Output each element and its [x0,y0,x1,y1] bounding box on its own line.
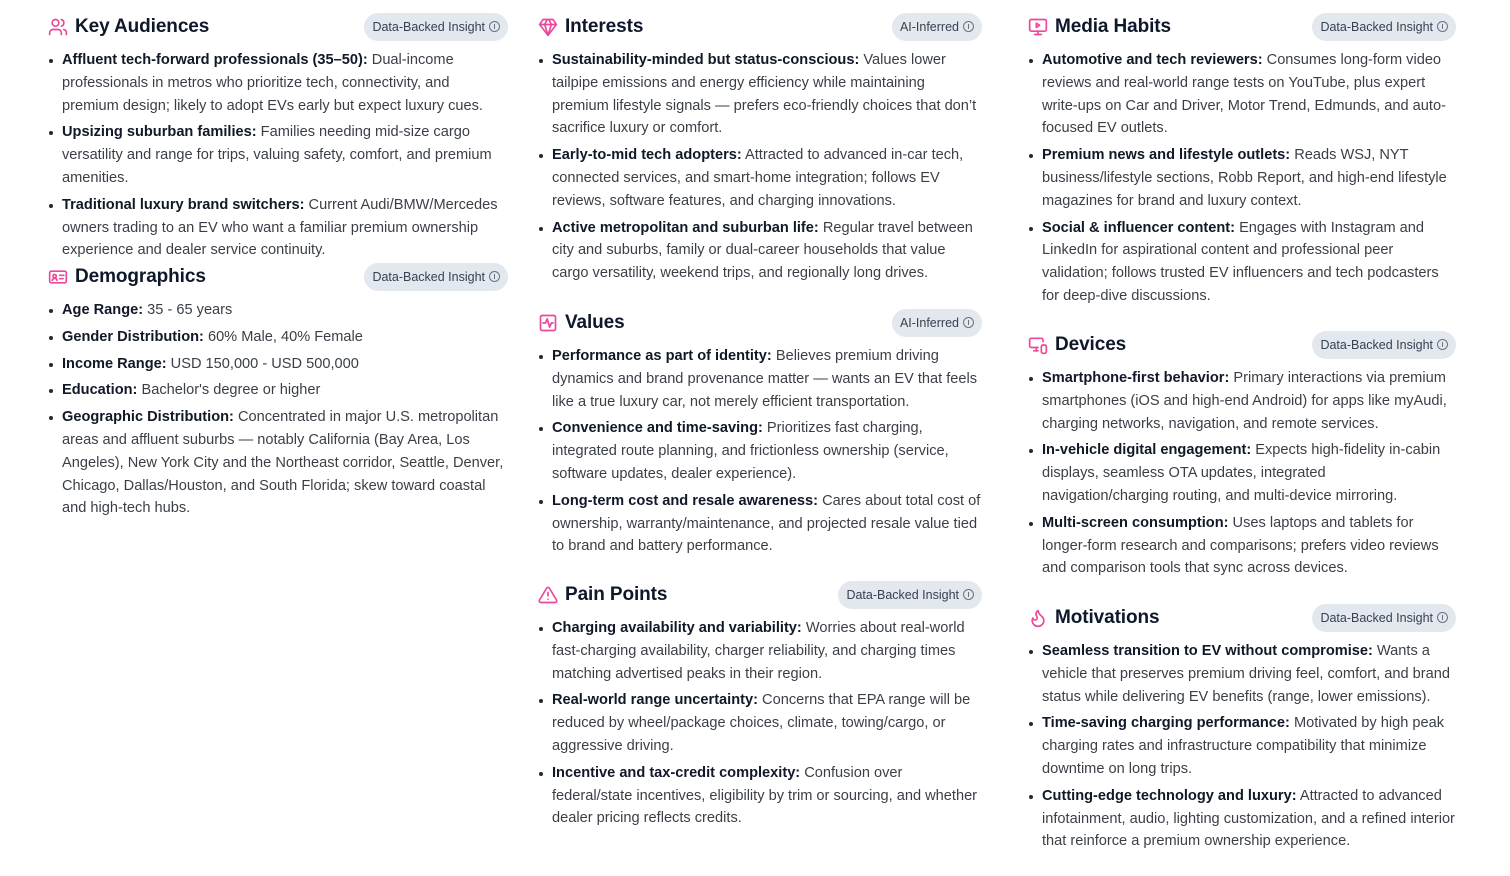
users-icon [48,17,68,37]
bullet-list [1028,49,1456,312]
section-title: Key Audiences [75,16,210,37]
item-label: Social & influencer content: [1042,219,1235,236]
badge-label: AI-Inferred [899,316,959,330]
badge-label: Data-Backed Insight [1320,20,1433,34]
item-text: Values lower tailpipe emissions and energy efficiency while maintaining premium lifestyle signals — prefers eco-friendly choices that don’t sacrifice luxury or comfort. [552,52,977,137]
item-text: Regular travel between city and suburbs, family or dual-career households that value cargo versatility, weekend trips, and regionally long drives. [552,219,973,282]
item-label: Upsizing suburban families: [62,124,257,141]
bullet-list [48,299,508,524]
section-title: Demographics [75,266,206,287]
list-item [1028,49,1456,140]
list-item [1028,640,1456,708]
insight-badge[interactable] [1312,331,1456,359]
item-label: Time-saving charging performance: [1042,715,1290,732]
item-label: Geographic Distribution: [62,409,234,426]
info-icon [1437,612,1448,623]
item-label: Performance as part of identity: [552,348,772,364]
item-text: Families needing mid-size cargo versatility and range for trips, valuing safety, comfort, and premium amenities. [62,124,492,186]
item-text: Believes premium driving dynamics and brand provenance matter — wants an EV that feels like a true luxury car, not merely efficient transportation. [552,348,978,410]
bullet-list [538,345,982,562]
item-label: In-vehicle digital engagement: [1042,442,1252,459]
item-text: Concentrated in major U.S. metropolitan areas and affluent suburbs — notably California (Bay Area, Los Angeles), New York City and the Northeast corridor, Seattle, Denver, Chicago, Dallas/Houston, and South Florida; skew toward coastal and high-tech hubs. [62,409,504,517]
item-text: Reads WSJ, NYT business/lifestyle sections, Robb Report, and high-end lifestyle magazines for brand and luxury context. [1042,147,1447,209]
section-header [538,13,982,43]
item-text: Dual-income professionals in metros who prioritize tech, connectivity, and premium design; likely to adopt EVs early but expect luxury cues. [62,52,483,114]
item-label: Traditional luxury brand switchers: [62,196,305,213]
item-text: Uses laptops and tablets for longer-form research and comparisons; prefers video reviews and comparison tools that sync across devices. [1042,514,1439,577]
list-item [48,299,508,322]
devices-icon [1028,335,1048,355]
insight-badge[interactable] [892,309,982,337]
info-icon [963,317,974,328]
item-label: Seamless transition to EV without compromise: [1042,643,1373,659]
id-card-icon [48,267,68,287]
list-item [538,490,982,558]
info-icon [489,21,500,32]
section-title: Devices [1055,334,1127,355]
section-title: Interests [565,16,644,37]
list-item [1028,217,1456,308]
item-label: Charging availability and variability: [552,620,802,636]
list-item [48,326,508,349]
item-label: Gender Distribution: [62,328,204,345]
item-label: Early-to-mid tech adopters: [552,147,742,164]
list-item [538,762,982,830]
item-text: Bachelor's degree or higher [141,382,321,399]
item-label: Multi-screen consumption: [1042,514,1229,531]
item-label: Long-term cost and resale awareness: [552,492,819,509]
item-label: Affluent tech-forward professionals (35–50): [62,52,368,68]
item-label: Real-world range uncertainty: [552,692,758,709]
item-text: 35 - 65 years [147,302,233,318]
item-text: Prioritizes fast charging, integrated route planning, and frictionless ownership (service, software updates, dealer experience). [552,420,949,482]
item-label: Premium news and lifestyle outlets: [1042,147,1291,164]
item-text: Motivated by high peak charging rates and infrastructure compatibility that minimize downtime on long trips. [1042,715,1445,777]
section-values [538,309,982,555]
section-demographics [48,263,508,517]
list-item [1028,785,1456,853]
list-item [538,345,982,413]
item-text: Engages with Instagram and LinkedIn for aspirational content and professional peer validation; follows trusted EV influencers and tech podcasters for deep-dive discussions. [1042,219,1439,304]
list-item [1028,367,1456,435]
item-label: Active metropolitan and suburban life: [552,219,819,236]
insight-badge[interactable] [892,13,982,41]
section-motivations [1028,604,1456,850]
item-text: Attracted to advanced infotainment, audio, lighting customization, and a refined interior that reinforce a premium ownership experience. [1042,787,1455,850]
item-label: Automotive and tech reviewers: [1042,52,1263,68]
list-item [1028,439,1456,507]
warning-icon [538,585,558,605]
insight-badge[interactable] [838,581,982,609]
section-header [1028,13,1456,43]
section-header [48,263,508,293]
list-item [1028,712,1456,780]
item-label: Convenience and time-saving: [552,420,763,437]
item-text: USD 150,000 - USD 500,000 [170,355,359,372]
video-icon [1028,17,1048,37]
list-item [48,353,508,376]
item-text: Confusion over federal/state incentives, eligibility by trim or sourcing, and whether dealer pricing reflects credits. [552,764,978,827]
section-title: Motivations [1055,607,1160,628]
item-label: Cutting-edge technology and luxury: [1042,787,1297,804]
insight-badge[interactable] [1312,604,1456,632]
section-header [538,309,982,339]
insight-badge[interactable] [364,13,508,41]
item-label: Age Range: [62,302,144,318]
info-icon [1437,339,1448,350]
section-media-habits [1028,13,1456,304]
item-text: Wants a vehicle that preserves premium driving feel, comfort, and brand status while delivering EV benefits (range, lower emissions). [1042,643,1451,705]
list-item [1028,512,1456,580]
section-header [538,581,982,611]
list-item [538,217,982,285]
gem-icon [538,17,558,37]
bullet-list [538,617,982,834]
badge-label: Data-Backed Insight [372,270,485,284]
item-label: Income Range: [62,355,167,372]
item-text: Concerns that EPA range will be reduced by wheel/package choices, climate, towing/cargo, or aggressive driving. [552,692,971,754]
badge-label: AI-Inferred [899,20,959,34]
info-icon [489,271,500,282]
flame-icon [1028,608,1048,628]
item-text: 60% Male, 40% Female [207,328,363,345]
section-title: Pain Points [565,584,668,605]
item-label: Sustainability-minded but status-conscious: [552,52,860,68]
badge-label: Data-Backed Insight [1320,611,1433,625]
list-item [48,49,508,117]
list-item [538,617,982,685]
list-item [48,406,508,520]
bullet-list [1028,640,1456,857]
item-text: Attracted to advanced in-car tech, connected services, and smart-home integration; follows EV reviews, software features, and charging innovations. [552,147,964,209]
badge-label: Data-Backed Insight [1320,338,1433,352]
section-title: Media Habits [1055,16,1171,37]
info-icon [1437,21,1448,32]
item-label: Smartphone-first behavior: [1042,370,1230,386]
item-label: Education: [62,382,138,399]
section-title: Values [565,312,625,333]
info-icon [963,21,974,32]
section-header [1028,604,1456,634]
list-item [538,49,982,140]
list-item [48,194,508,262]
section-devices [1028,331,1456,577]
section-header [48,13,508,43]
list-item [1028,144,1456,212]
badge-label: Data-Backed Insight [372,20,485,34]
item-text: Worries about real-world fast-charging availability, charger reliability, and charging times matching advertised peaks in their region. [552,620,965,682]
item-label: Incentive and tax-credit complexity: [552,764,801,781]
bullet-list [1028,367,1456,584]
section-key-audiences [48,13,508,259]
section-interests [538,13,982,282]
bullet-list [48,49,508,266]
section-header [1028,331,1456,361]
insight-badge[interactable] [1312,13,1456,41]
list-item [538,144,982,212]
list-item [48,121,508,189]
item-text: Expects high-fidelity in-cabin displays, seamless OTA updates, integrated navigation/charging routing, and multi-device mirroring. [1042,442,1441,504]
activity-icon [538,313,558,333]
info-icon [963,589,974,600]
item-text: Primary interactions via premium smartphones (iOS and high-end Android) for apps like myAudi, charging networks, navigation, and remote services. [1042,370,1447,432]
list-item [538,417,982,485]
item-text: Consumes long-form video reviews and real-world range tests on YouTube, plus expert write-ups on Car and Driver, Motor Trend, Edmunds, and auto-focused EV outlets. [1042,52,1446,137]
item-text: Cares about total cost of ownership, warranty/maintenance, and projected resale value tied to brand and battery performance. [552,492,981,555]
section-pain-points [538,581,982,827]
bullet-list [538,49,982,289]
badge-label: Data-Backed Insight [846,588,959,602]
list-item [48,379,508,402]
item-text: Current Audi/BMW/Mercedes owners trading to an EV who want a familiar premium ownership experience and dealer service continuity. [62,196,498,259]
list-item [538,689,982,757]
insight-badge[interactable] [364,263,508,291]
